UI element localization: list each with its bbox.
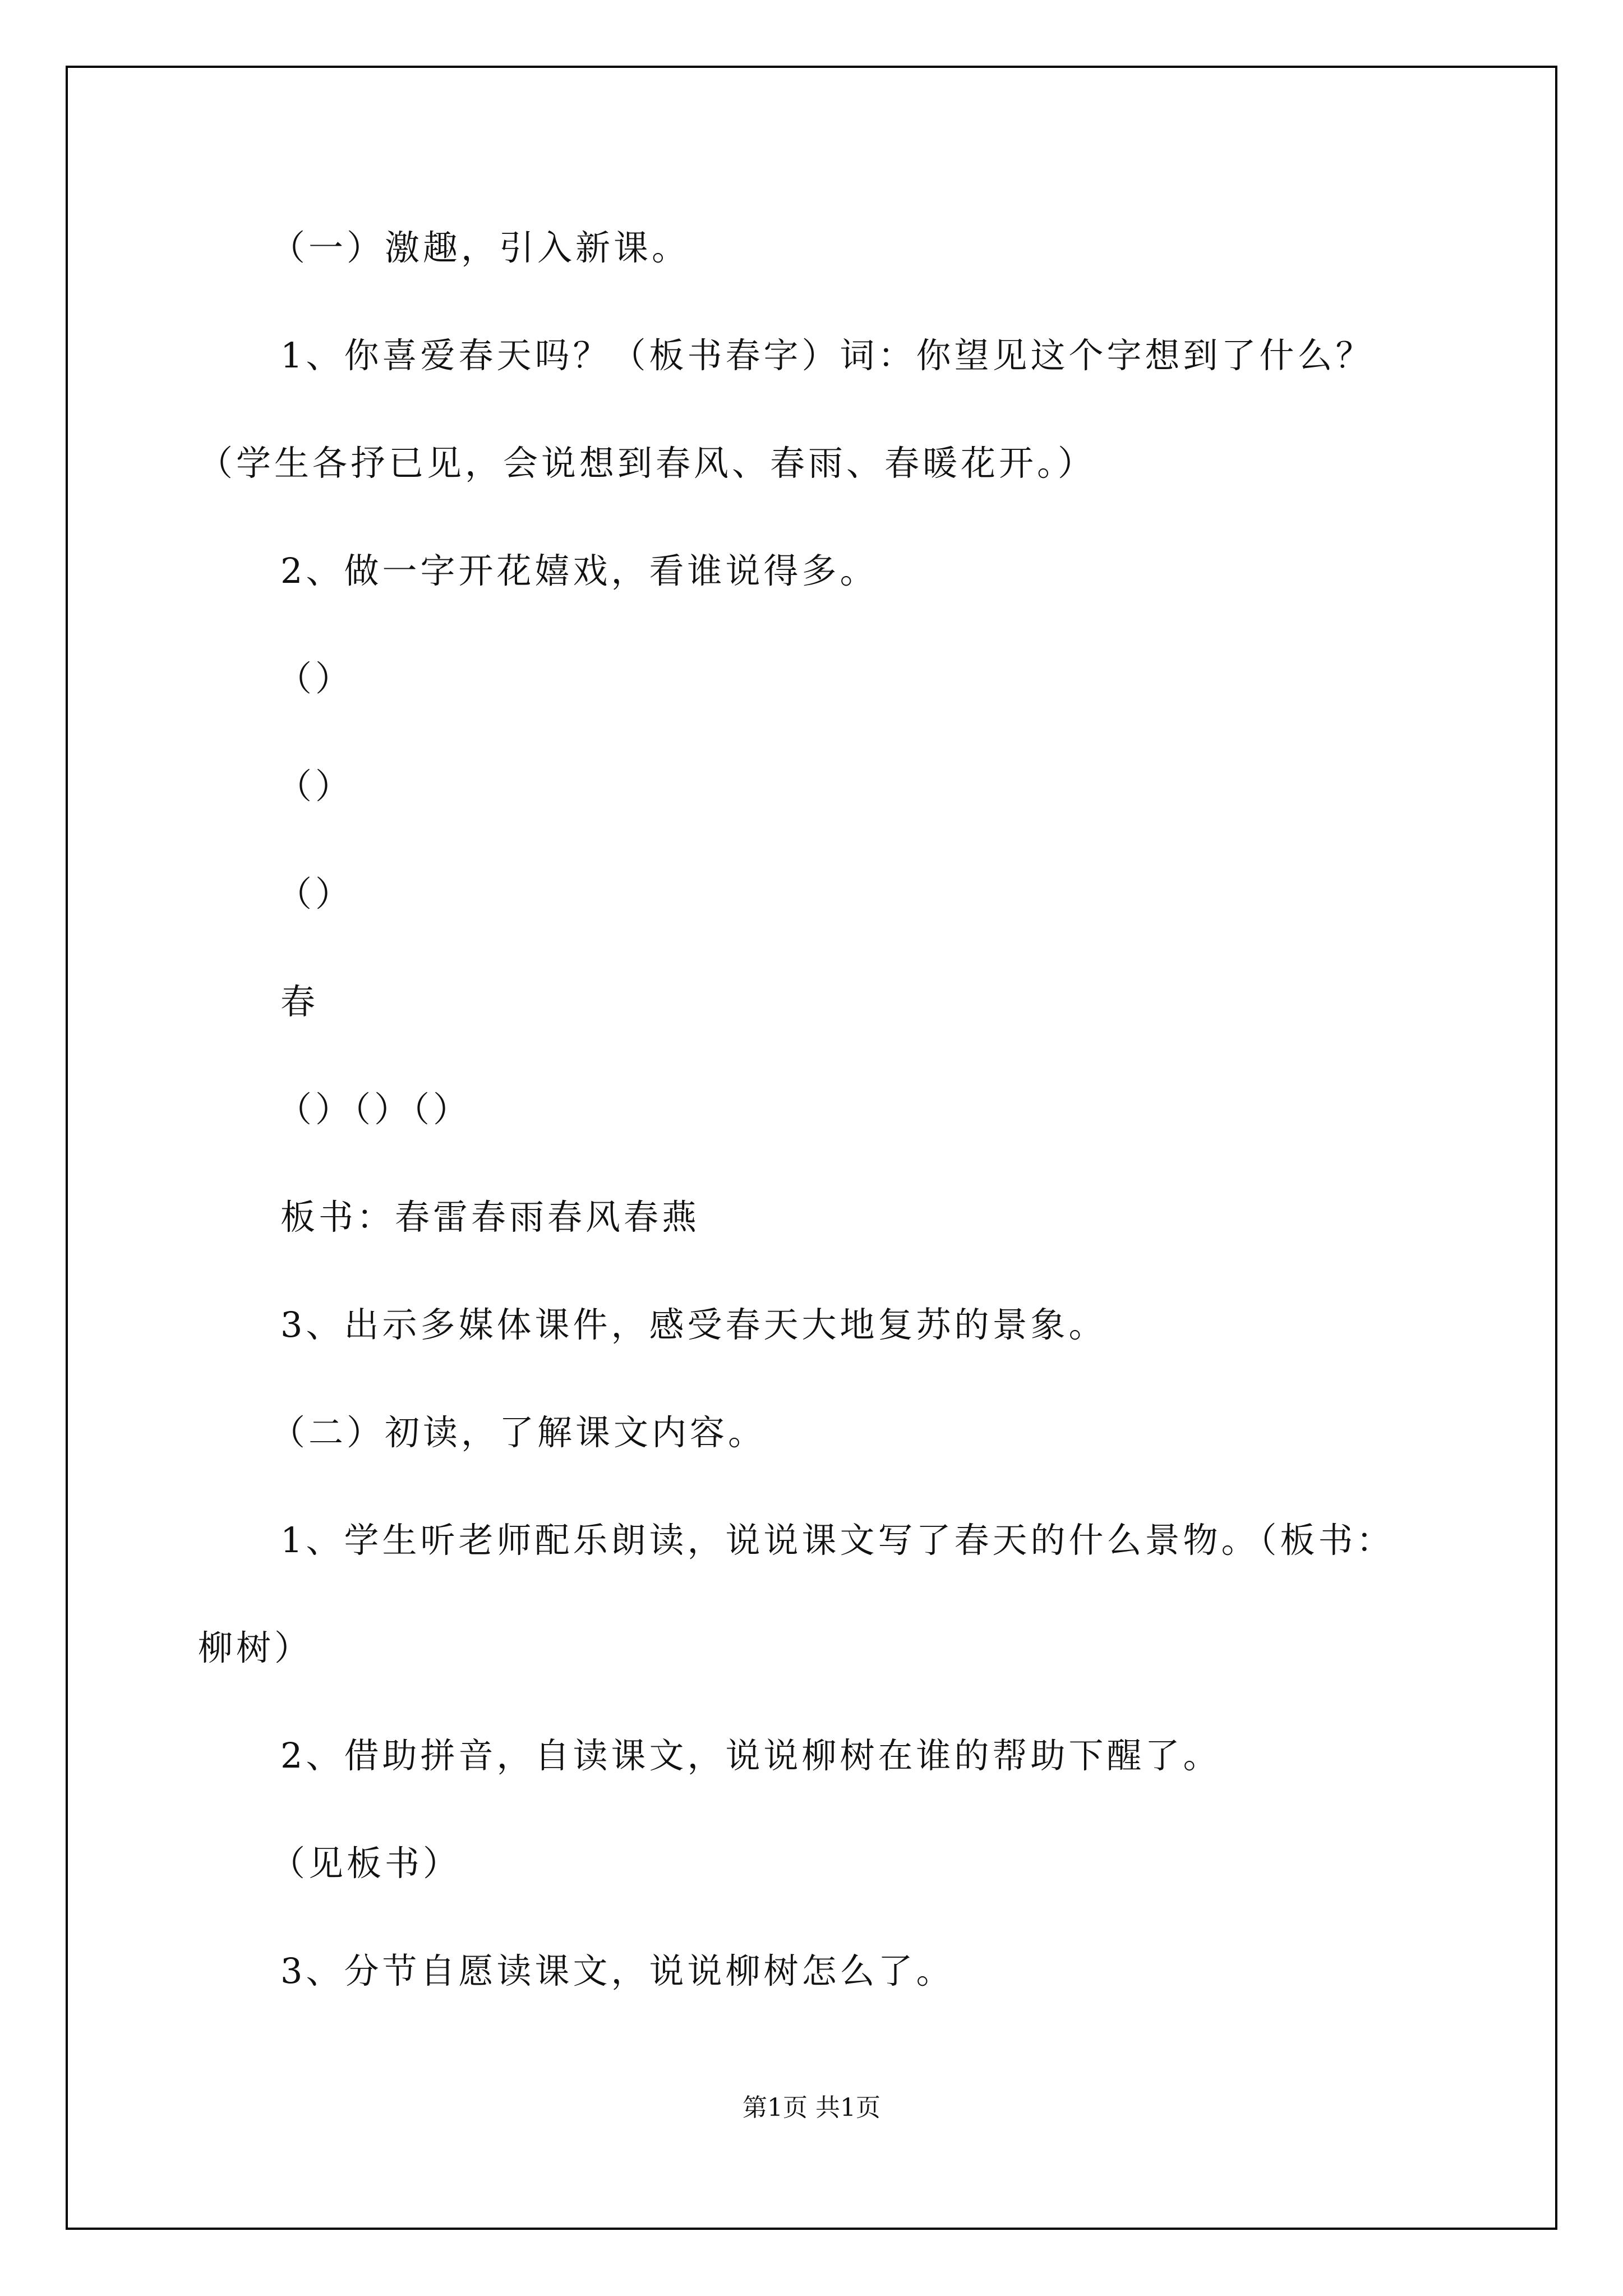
paragraph-line: （学生各抒已见，会说想到春风、春雨、春暖花开。） — [198, 443, 1096, 484]
blank-placeholder-row: （）（）（） — [277, 1089, 472, 1130]
paragraph-line: 1、学生听老师配乐朗读，说说课文写了春天的什么景物。（板书： — [280, 1520, 1395, 1561]
blank-placeholder: （） — [277, 658, 354, 699]
blank-placeholder: （） — [277, 873, 354, 914]
paragraph-line: （见板书） — [270, 1843, 462, 1884]
page-border — [66, 66, 1557, 2230]
paragraph-line: 2、借助拼音，自读课文，说说柳树在谁的帮助下醒了。 — [280, 1735, 1221, 1776]
paragraph-line: 3、出示多媒体课件，感受春天大地复苏的景象。 — [280, 1304, 1107, 1345]
paragraph-line: 2、做一字开花嬉戏，看谁说得多。 — [280, 550, 878, 591]
paragraph-line: 1、你喜爱春天吗？（板书春字）词：你望见这个字想到了什么？ — [280, 335, 1374, 376]
page-number-footer: 第1页 共1页 — [743, 2093, 880, 2122]
section-heading-1: （一）激趣，引入新课。 — [270, 227, 690, 268]
section-heading-2: （二）初读，了解课文内容。 — [270, 1412, 767, 1453]
blank-placeholder: （） — [277, 766, 354, 807]
center-character: 春 — [280, 981, 319, 1022]
blackboard-note: 板书：春雷春雨春风春燕 — [280, 1197, 700, 1237]
paragraph-line: 柳树） — [198, 1627, 313, 1668]
paragraph-line: 3、分节自愿读课文，说说柳树怎么了。 — [280, 1950, 955, 1991]
